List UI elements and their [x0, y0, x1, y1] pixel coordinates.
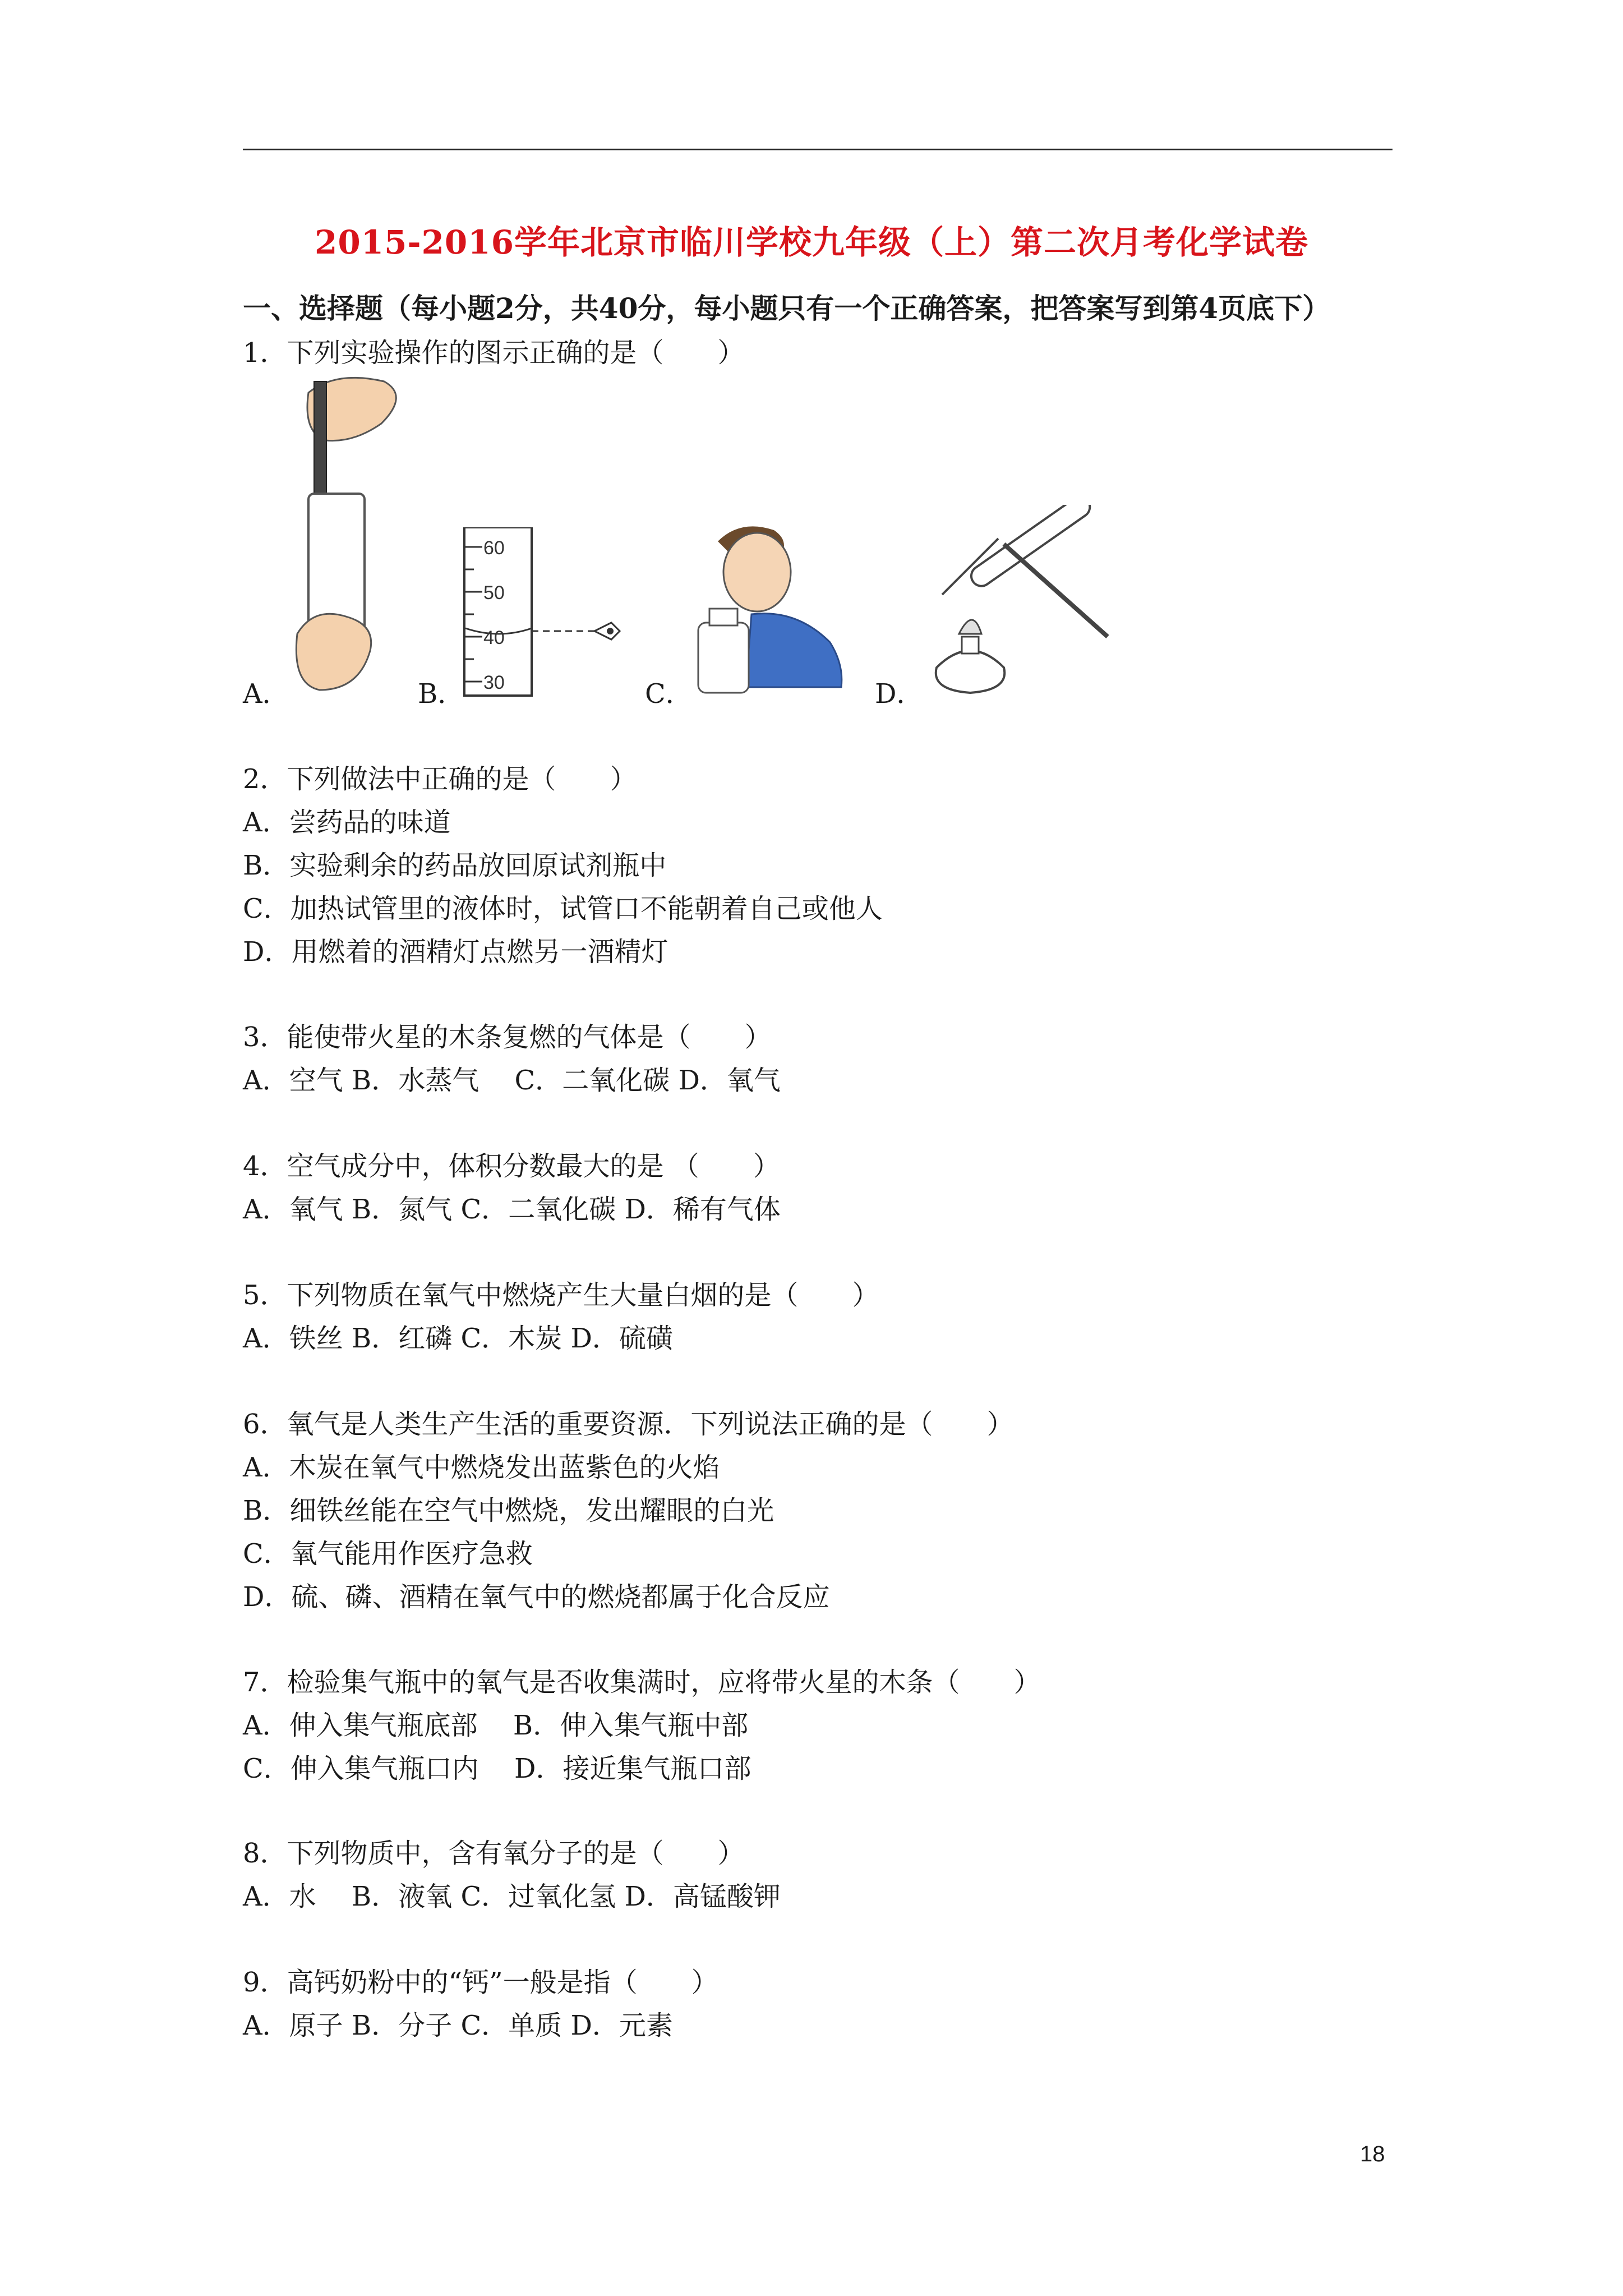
q2-stem: 2．下列做法中正确的是（ ） [243, 763, 637, 795]
graduated-cylinder-illustration [460, 527, 628, 707]
q7-options-ab: A．伸入集气瓶底部 B．伸入集气瓶中部 [243, 1710, 749, 1741]
smelling-bottle-illustration [695, 519, 852, 704]
q5-stem: 5．下列物质在氧气中燃烧产生大量白烟的是（ ） [243, 1280, 879, 1311]
q2-option-d: D．用燃着的酒精灯点燃另一酒精灯 [243, 936, 668, 968]
cylinder-tick-60: 60 [483, 537, 505, 559]
q5-options: A．铁丝 B．红磷 C．木炭 D．硫磺 [243, 1323, 673, 1354]
page-title: 2015-2016学年北京市临川学校九年级（上）第二次月考化学试卷 [315, 223, 1308, 261]
q6-option-c: C．氧气能用作医疗急救 [243, 1538, 533, 1570]
q1-stem: 1．下列实验操作的图示正确的是（ ） [243, 337, 745, 369]
header-rule [243, 149, 1393, 150]
q4-options: A．氧气 B．氮气 C．二氧化碳 D．稀有气体 [243, 1194, 781, 1225]
q3-stem: 3．能使带火星的木条复燃的气体是（ ） [243, 1022, 772, 1053]
q6-option-a: A．木炭在氧气中燃烧发出蓝紫色的火焰 [243, 1452, 720, 1483]
q9-stem: 9．高钙奶粉中的“钙”一般是指（ ） [243, 1967, 718, 1998]
q6-option-b: B．细铁丝能在空气中燃烧，发出耀眼的白光 [243, 1495, 774, 1526]
cylinder-tick-30: 30 [483, 672, 505, 693]
q1-option-d-label: D． [875, 678, 924, 710]
q3-options: A．空气 B．水蒸气 C．二氧化碳 D．氧气 [243, 1065, 781, 1096]
q4-stem: 4．空气成分中，体积分数最大的是 （ ） [243, 1151, 780, 1182]
cylinder-tick-50: 50 [483, 582, 505, 604]
cylinder-tick-40: 40 [483, 627, 505, 648]
q1-option-a-label: A． [243, 678, 289, 710]
q8-options: A．水 B．液氧 C．过氧化氢 D．高锰酸钾 [243, 1881, 781, 1912]
dropper-test-tube-illustration [286, 370, 415, 701]
q6-stem: 6．氧气是人类生产生活的重要资源．下列说法正确的是（ ） [243, 1409, 1014, 1440]
heating-test-tube-illustration [920, 505, 1122, 707]
page-number: 18 [1360, 2142, 1385, 2166]
q2-option-b: B．实验剩余的药品放回原试剂瓶中 [243, 850, 667, 881]
q6-option-d: D．硫、磷、酒精在氧气中的燃烧都属于化合反应 [243, 1581, 830, 1613]
q9-options: A．原子 B．分子 C．单质 D．元素 [243, 2010, 673, 2041]
q8-stem: 8．下列物质中，含有氧分子的是（ ） [243, 1838, 745, 1869]
q2-option-a: A．尝药品的味道 [243, 807, 451, 838]
q2-option-c: C．加热试管里的液体时，试管口不能朝着自己或他人 [243, 893, 883, 924]
q7-options-cd: C．伸入集气瓶口内 D．接近集气瓶口部 [243, 1753, 751, 1784]
section-heading: 一、选择题（每小题2分，共40分，每小题只有一个正确答案，把答案写到第4页底下） [243, 292, 1331, 325]
q7-stem: 7．检验集气瓶中的氧气是否收集满时，应将带火星的木条（ ） [243, 1667, 1041, 1698]
q1-option-b-label: B． [418, 678, 465, 710]
q1-option-c-label: C． [645, 678, 693, 710]
